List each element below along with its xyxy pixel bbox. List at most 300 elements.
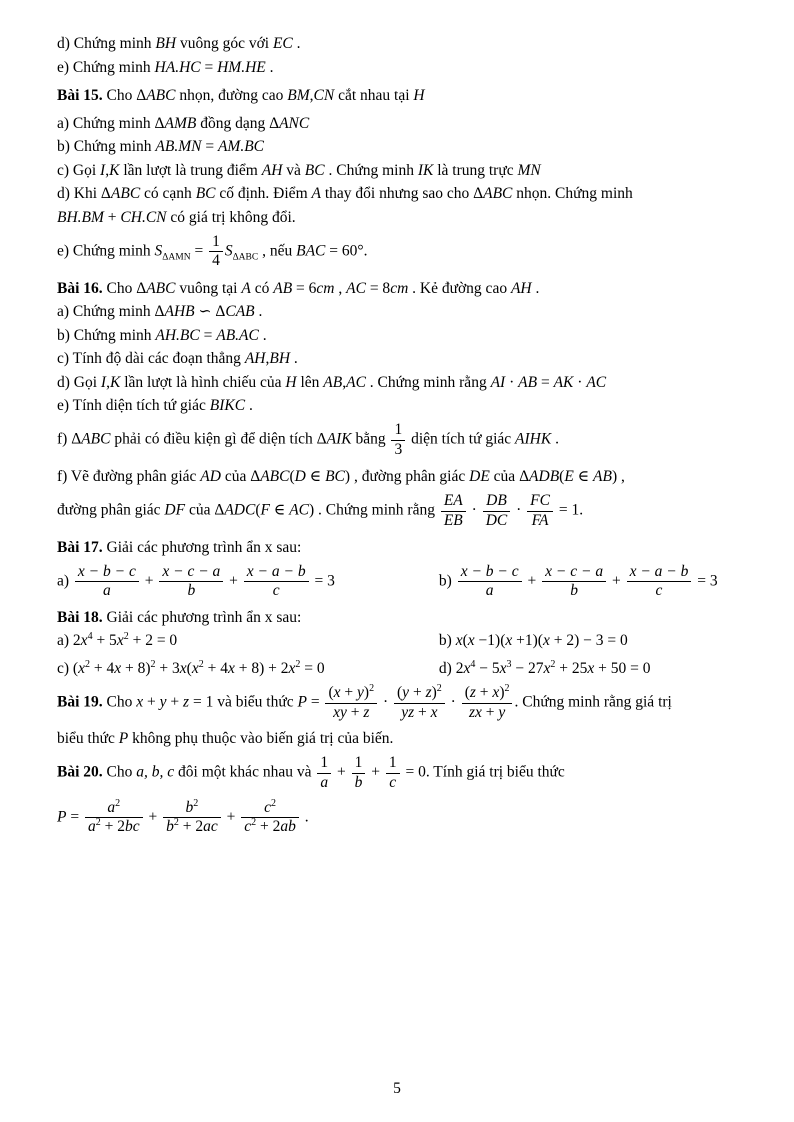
text-run: · bbox=[573, 373, 587, 391]
text-run: b) bbox=[438, 572, 456, 590]
math-run: x bbox=[499, 660, 507, 678]
math-run: DE bbox=[469, 468, 490, 486]
problem-label: Bài 19. bbox=[57, 693, 103, 711]
text-run: )( bbox=[532, 632, 543, 650]
text-run: , bbox=[342, 373, 347, 391]
two-column-line bbox=[57, 630, 739, 651]
text-run: Δ bbox=[473, 185, 484, 202]
math-run: BIKC bbox=[209, 397, 246, 415]
math-run: x − b − c bbox=[77, 562, 136, 580]
text-run: Δ bbox=[136, 86, 147, 104]
math-run: P bbox=[118, 730, 129, 748]
fraction bbox=[542, 563, 606, 601]
fraction-numerator bbox=[317, 754, 331, 774]
fraction-denominator bbox=[241, 818, 299, 837]
text-run: Δ bbox=[519, 468, 530, 486]
text-run: 2 bbox=[84, 659, 90, 671]
math-run: x − a − b bbox=[246, 562, 306, 580]
text-run: 2 bbox=[173, 817, 179, 829]
math-run: AC bbox=[346, 373, 366, 391]
math-run: x bbox=[463, 660, 471, 678]
text-run: ) + 2 bbox=[259, 660, 289, 678]
math-run: x bbox=[179, 660, 187, 678]
text-line bbox=[57, 421, 739, 459]
fraction-numerator bbox=[542, 563, 606, 583]
math-run: x bbox=[227, 660, 235, 678]
text-run: cắt nhau tại bbox=[334, 86, 414, 104]
text-run: )( bbox=[495, 632, 506, 650]
text-run: ΔABC bbox=[232, 252, 259, 263]
text-run: + bbox=[222, 808, 240, 826]
math-run: b bbox=[570, 582, 578, 600]
text-run: ΔAMN bbox=[162, 252, 191, 263]
fraction-denominator bbox=[394, 704, 445, 723]
math-run: AB bbox=[323, 373, 343, 391]
text-run: 1 bbox=[354, 754, 363, 772]
text-run: nhọn. Chứng minh bbox=[512, 185, 633, 202]
math-run: x bbox=[80, 632, 88, 650]
text-run: 4 bbox=[470, 659, 476, 671]
text-line bbox=[57, 372, 739, 393]
document-content bbox=[57, 33, 739, 843]
text-run: a) bbox=[57, 572, 73, 590]
fraction-numerator bbox=[244, 563, 309, 583]
text-line bbox=[57, 183, 739, 204]
math-run: AK bbox=[553, 373, 574, 391]
fraction bbox=[85, 799, 143, 837]
math-run: x bbox=[191, 660, 199, 678]
fraction-numerator bbox=[527, 492, 553, 512]
math-run: x − c − a bbox=[162, 562, 221, 580]
text-run: có giá trị không đổi. bbox=[166, 208, 296, 226]
text-run: ) bbox=[499, 684, 505, 702]
math-run: x bbox=[455, 632, 463, 650]
fraction-numerator bbox=[325, 684, 377, 704]
math-run: b bbox=[354, 774, 363, 792]
column-1 bbox=[57, 658, 439, 679]
text-run: + 5 bbox=[92, 632, 117, 650]
text-run: lần lượt là hình chiếu của bbox=[120, 373, 286, 391]
text-run: ) bbox=[363, 684, 370, 702]
math-run: x bbox=[78, 660, 85, 678]
text-run: + bbox=[409, 684, 426, 702]
text-line bbox=[57, 325, 739, 346]
math-run: EC bbox=[272, 35, 293, 52]
text-run: ( bbox=[255, 502, 261, 520]
text-run: vuông góc với bbox=[176, 35, 273, 52]
text-run: ( bbox=[559, 468, 565, 486]
text-run: . bbox=[551, 430, 559, 448]
text-run: + 2 = 0 bbox=[128, 632, 178, 650]
text-run: + 8 bbox=[234, 660, 260, 678]
text-run: + bbox=[414, 703, 431, 721]
text-run: của bbox=[489, 468, 520, 486]
text-run: = 1. bbox=[554, 502, 584, 520]
math-run: ANC bbox=[279, 114, 310, 132]
math-run: DF bbox=[164, 502, 186, 520]
math-run: z bbox=[183, 693, 190, 711]
text-run: . bbox=[254, 303, 263, 321]
fraction-numerator bbox=[241, 799, 299, 819]
text-run: + 2 bbox=[256, 818, 281, 836]
text-run: phải có điều kiện gì để diện tích bbox=[110, 430, 317, 448]
text-run: a) Chứng minh bbox=[57, 114, 155, 132]
math-run: ADC bbox=[224, 502, 256, 520]
text-run: vuông tại bbox=[175, 279, 242, 297]
math-run: K bbox=[109, 161, 120, 179]
fraction-numerator bbox=[159, 563, 223, 583]
math-run: yz bbox=[401, 703, 415, 721]
math-run: P bbox=[57, 808, 67, 826]
fraction bbox=[483, 492, 511, 530]
text-run: . Kẻ đường cao bbox=[408, 279, 511, 297]
math-run: AB bbox=[518, 373, 538, 391]
math-run: AIHK bbox=[515, 430, 552, 448]
text-run: ∈ bbox=[305, 468, 326, 486]
math-run: HA.HC bbox=[154, 58, 201, 76]
text-run: Cho bbox=[102, 279, 137, 297]
math-run: AC bbox=[346, 279, 366, 297]
text-run: e) Chứng minh bbox=[57, 242, 155, 260]
math-run: a bbox=[107, 798, 116, 816]
text-run: b) Chứng minh bbox=[57, 138, 156, 155]
text-run: + bbox=[346, 703, 364, 721]
text-run: 2 bbox=[550, 659, 556, 671]
math-run: BH bbox=[155, 35, 177, 52]
text-run: +1 bbox=[512, 632, 533, 650]
fraction bbox=[627, 563, 692, 601]
text-run: Δ bbox=[154, 303, 165, 321]
text-run: + bbox=[608, 572, 625, 590]
fraction-denominator bbox=[325, 704, 377, 723]
text-run: + bbox=[367, 764, 384, 782]
fraction-numerator bbox=[462, 684, 513, 704]
text-run: Δ bbox=[269, 114, 280, 132]
text-run: = 0. Tính giá trị biểu thức bbox=[401, 764, 565, 782]
math-run: BC bbox=[304, 161, 325, 179]
fraction-denominator bbox=[462, 704, 513, 723]
math-run: a, b, c bbox=[136, 764, 175, 782]
text-run: ( bbox=[462, 632, 468, 650]
text-line bbox=[57, 233, 739, 271]
math-run: xy bbox=[333, 703, 347, 721]
math-run: c bbox=[655, 582, 663, 600]
math-run: y bbox=[498, 703, 506, 721]
text-run: · bbox=[379, 693, 392, 711]
text-run: . bbox=[292, 35, 301, 52]
text-run: 1 bbox=[394, 421, 403, 439]
text-run: + bbox=[333, 764, 350, 782]
text-run: + bbox=[523, 572, 541, 590]
math-run: D bbox=[294, 468, 306, 486]
fraction bbox=[75, 563, 139, 601]
text-run: có bbox=[250, 279, 274, 297]
text-run: ) . Chứng minh rằng bbox=[309, 502, 439, 520]
math-run: x bbox=[587, 660, 595, 678]
math-run: BC bbox=[325, 468, 345, 486]
text-line bbox=[57, 537, 739, 558]
math-run: y bbox=[357, 684, 364, 702]
math-run: ABC bbox=[81, 430, 111, 448]
math-run: P bbox=[297, 693, 307, 711]
math-run: x bbox=[288, 660, 296, 678]
math-run: ABC bbox=[483, 185, 513, 202]
text-run: ) , bbox=[611, 468, 625, 486]
text-run: Giải các phương trình ẩn x sau: bbox=[102, 608, 302, 626]
math-run: E bbox=[564, 468, 574, 486]
math-run: a bbox=[485, 582, 494, 600]
math-run: zx bbox=[468, 703, 482, 721]
math-run: F bbox=[260, 502, 270, 520]
text-run: + bbox=[481, 703, 499, 721]
text-line bbox=[57, 301, 739, 322]
text-run: 2 bbox=[436, 683, 442, 695]
fraction bbox=[159, 563, 223, 601]
text-run: −1 bbox=[474, 632, 496, 650]
text-run: 3 bbox=[394, 440, 403, 458]
text-run: Giải các phương trình ẩn x sau: bbox=[102, 538, 302, 556]
fraction bbox=[352, 754, 366, 792]
math-run: c bbox=[264, 798, 272, 816]
text-run: = 1 và biểu thức bbox=[189, 693, 298, 711]
problem-label: Bài 20. bbox=[57, 764, 103, 782]
fraction-denominator bbox=[527, 512, 553, 531]
text-run: + 4 bbox=[203, 660, 228, 678]
text-run: · bbox=[467, 502, 481, 520]
text-run: = bbox=[199, 326, 217, 344]
text-run: , bbox=[334, 279, 347, 297]
math-run: AB bbox=[593, 468, 612, 486]
text-run: − 27 bbox=[511, 660, 544, 678]
math-run: AB.AC bbox=[216, 326, 259, 344]
math-run: AH bbox=[244, 350, 266, 368]
math-run: b bbox=[187, 582, 196, 600]
math-run: HM.HE bbox=[217, 58, 266, 76]
text-run: ) , đường phân giác bbox=[344, 468, 470, 486]
math-run: z bbox=[363, 703, 370, 721]
text-line bbox=[57, 160, 739, 181]
text-run: = bbox=[201, 138, 218, 155]
math-run: ac bbox=[203, 818, 218, 836]
math-run: DC bbox=[485, 511, 508, 529]
math-run: ADB bbox=[529, 468, 560, 486]
fraction bbox=[325, 684, 377, 722]
text-run: + bbox=[340, 684, 358, 702]
fraction-numerator bbox=[458, 563, 522, 583]
fraction-denominator bbox=[163, 818, 221, 837]
text-run: + 3 bbox=[155, 660, 180, 678]
text-run: 2 bbox=[95, 817, 101, 829]
text-run: Δ bbox=[250, 468, 261, 486]
text-run: 2 bbox=[251, 817, 257, 829]
math-run: AH bbox=[510, 279, 532, 297]
problem-label: Bài 16. bbox=[57, 279, 103, 297]
text-run: ( bbox=[186, 660, 192, 678]
math-run: x bbox=[543, 660, 551, 678]
text-run: + 2 bbox=[100, 818, 125, 836]
column-2 bbox=[439, 658, 739, 679]
math-run: CH.CN bbox=[120, 208, 167, 226]
math-run: x bbox=[430, 703, 438, 721]
fraction bbox=[163, 799, 221, 837]
text-run: Δ bbox=[215, 303, 226, 321]
text-run: · bbox=[505, 373, 519, 391]
math-run: a bbox=[87, 818, 96, 836]
text-run: 2 bbox=[295, 659, 301, 671]
text-run: . bbox=[258, 326, 267, 344]
fraction-numerator bbox=[441, 492, 466, 512]
math-run: I bbox=[100, 161, 106, 179]
math-run: y bbox=[402, 684, 410, 702]
text-run: . Chứng minh rằng giá trị bbox=[514, 693, 672, 711]
math-run: AH bbox=[261, 161, 283, 179]
text-run: b) bbox=[438, 632, 456, 650]
fraction bbox=[527, 492, 553, 530]
fraction bbox=[209, 233, 223, 271]
text-run: biểu thức bbox=[57, 730, 119, 748]
text-run: ) bbox=[431, 684, 437, 702]
text-run: 3 bbox=[506, 659, 512, 671]
text-run: 1 bbox=[388, 754, 397, 772]
fraction-denominator bbox=[386, 774, 400, 793]
text-run: f) Vẽ đường phân giác bbox=[57, 468, 201, 486]
text-run: c) ( bbox=[57, 660, 79, 678]
text-run: ( bbox=[328, 684, 334, 702]
text-run: diện tích tứ giác bbox=[407, 430, 516, 448]
text-run: , bbox=[265, 350, 270, 368]
text-run: . Chứng minh bbox=[324, 161, 418, 179]
math-run: b bbox=[166, 818, 174, 836]
fraction bbox=[317, 754, 331, 792]
math-run: x − a − b bbox=[629, 562, 689, 580]
text-run: + 25 bbox=[555, 660, 588, 678]
math-run: z bbox=[425, 684, 432, 702]
text-run: ∈ bbox=[573, 468, 594, 486]
fraction-numerator bbox=[483, 492, 511, 512]
text-run: Cho bbox=[102, 86, 137, 104]
text-run: Δ bbox=[316, 430, 327, 448]
math-run: x − c − a bbox=[545, 562, 604, 580]
two-column-line bbox=[57, 563, 739, 601]
math-run: ab bbox=[280, 818, 296, 836]
fraction-denominator bbox=[483, 512, 511, 531]
column-1 bbox=[57, 630, 439, 651]
text-line bbox=[57, 728, 739, 749]
text-run: Δ bbox=[71, 430, 82, 448]
text-run: 2 bbox=[198, 659, 204, 671]
fraction-denominator bbox=[244, 582, 309, 601]
math-run: c bbox=[389, 774, 397, 792]
text-run: e) Tính diện tích tứ giác bbox=[57, 397, 210, 415]
math-run: x bbox=[136, 693, 144, 711]
text-run: = bbox=[537, 373, 554, 391]
fraction-denominator bbox=[542, 582, 606, 601]
fraction bbox=[244, 563, 309, 601]
column-2 bbox=[439, 563, 739, 601]
math-run: x bbox=[467, 632, 475, 650]
math-run: A bbox=[241, 279, 251, 297]
text-run: = 3 bbox=[310, 572, 335, 590]
text-run: 4 bbox=[212, 252, 220, 270]
fraction-numerator bbox=[163, 799, 221, 819]
text-line bbox=[57, 466, 739, 487]
fraction-numerator bbox=[394, 684, 445, 704]
math-run: a bbox=[103, 582, 111, 600]
text-run: = 3 bbox=[693, 572, 718, 590]
fraction-denominator bbox=[352, 774, 366, 793]
text-run: c) Tính độ dài các đoạn thẳng bbox=[57, 350, 245, 368]
math-run: BAC bbox=[296, 242, 326, 260]
text-run: a) 2 bbox=[57, 632, 81, 650]
math-run: ABC bbox=[110, 185, 141, 202]
text-line bbox=[57, 684, 739, 722]
math-run: x bbox=[114, 660, 122, 678]
text-run: + 8) bbox=[121, 660, 151, 678]
math-run: AC bbox=[586, 373, 607, 391]
math-run: AB bbox=[273, 279, 293, 297]
text-run: d) Khi bbox=[57, 185, 101, 202]
fraction-denominator bbox=[209, 252, 223, 271]
text-run: = 0 bbox=[300, 660, 325, 678]
text-line bbox=[57, 57, 739, 78]
text-run: d) Gọi bbox=[57, 373, 101, 391]
fraction-denominator bbox=[75, 582, 139, 601]
math-run: c bbox=[272, 582, 280, 600]
text-run: 2 bbox=[504, 683, 510, 695]
text-run: lên bbox=[296, 373, 324, 391]
math-run: BC bbox=[195, 185, 216, 202]
text-run: bằng bbox=[351, 430, 390, 448]
math-run: ABC bbox=[260, 468, 290, 486]
text-run: + bbox=[475, 684, 493, 702]
text-line bbox=[57, 348, 739, 369]
text-run: d) 2 bbox=[438, 660, 464, 678]
text-line bbox=[57, 136, 739, 157]
text-run: = 6 bbox=[292, 279, 317, 297]
math-run: AM.BC bbox=[217, 138, 265, 155]
fraction-denominator bbox=[627, 582, 692, 601]
math-run: ABC bbox=[146, 279, 176, 297]
math-run: x bbox=[505, 632, 513, 650]
text-line bbox=[57, 799, 739, 837]
math-run: AD bbox=[200, 468, 221, 486]
text-run: đôi một khác nhau và bbox=[174, 764, 316, 782]
math-run: b bbox=[185, 798, 194, 816]
text-run: 2 bbox=[369, 683, 375, 695]
math-run: ABC bbox=[146, 86, 176, 104]
text-run: 1 bbox=[320, 754, 329, 772]
text-run: + 2 bbox=[178, 818, 204, 836]
fraction-denominator bbox=[391, 441, 405, 460]
text-run: . bbox=[245, 397, 253, 415]
text-run: c) Gọi bbox=[57, 161, 101, 179]
fraction-denominator bbox=[159, 582, 223, 601]
math-run: DB bbox=[486, 492, 507, 510]
text-run: Δ bbox=[214, 502, 225, 520]
text-run: , bbox=[309, 86, 314, 104]
text-run: lần lượt là trung điểm bbox=[119, 161, 262, 179]
text-run: d) Chứng minh bbox=[57, 35, 156, 52]
math-run: I bbox=[100, 373, 107, 391]
text-run: e) Chứng minh bbox=[57, 58, 155, 76]
text-run: Δ bbox=[136, 279, 147, 297]
math-run: H bbox=[285, 373, 297, 391]
math-run: CAB bbox=[225, 303, 255, 321]
text-run: 2 bbox=[150, 659, 156, 671]
text-run: · bbox=[512, 502, 526, 520]
math-run: A bbox=[311, 185, 321, 202]
fraction-denominator bbox=[85, 818, 143, 837]
